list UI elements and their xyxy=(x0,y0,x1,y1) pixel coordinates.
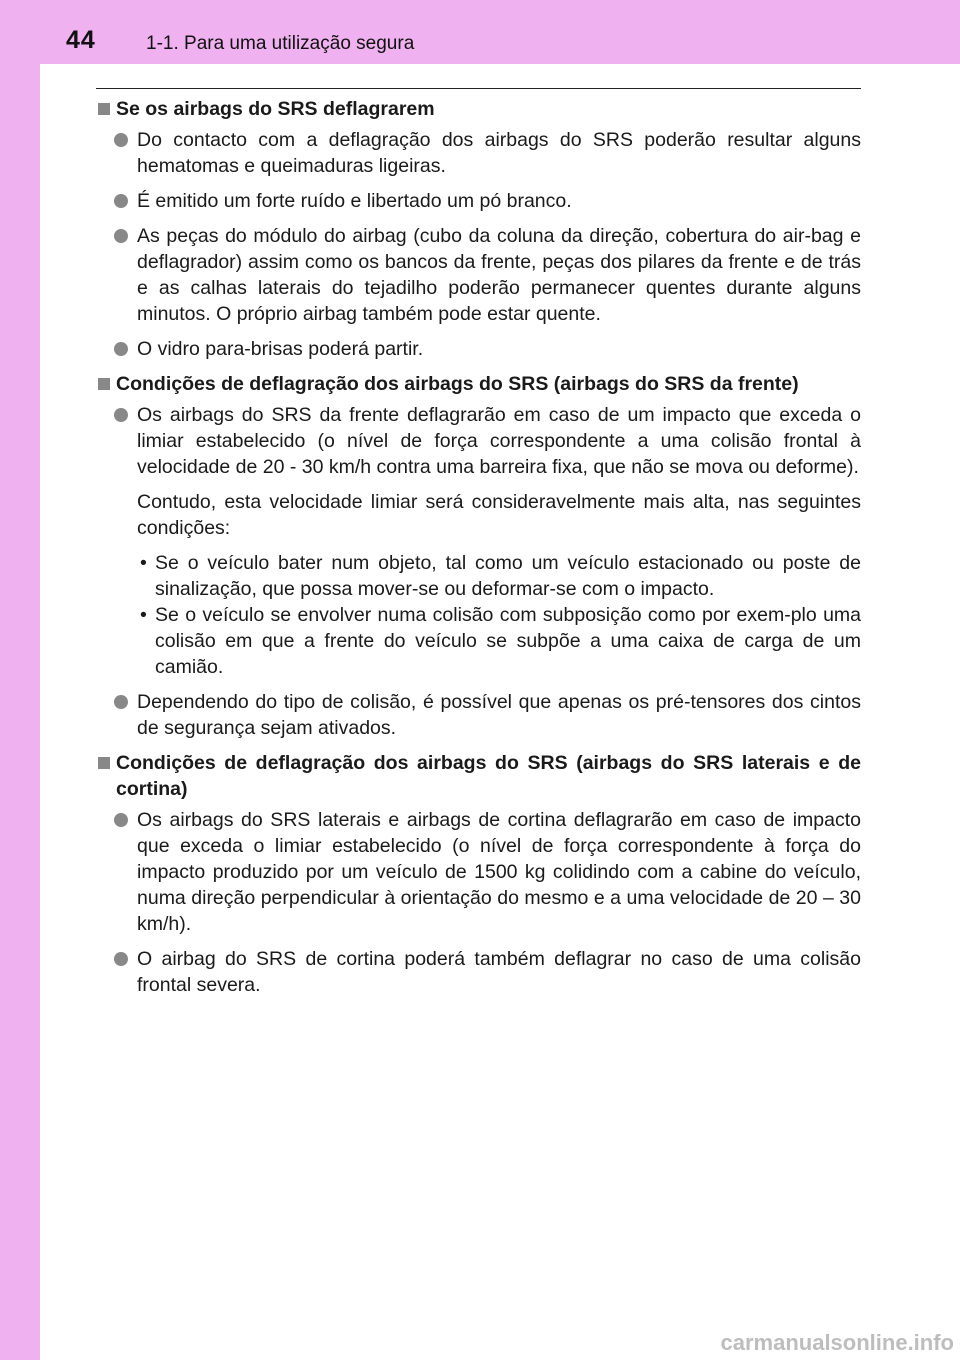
dot-bullet-icon: • xyxy=(140,604,147,626)
circle-bullet-icon xyxy=(114,229,128,243)
page-number: 44 xyxy=(66,26,96,54)
section-heading: Se os airbags do SRS deflagrarem xyxy=(96,96,861,122)
circle-bullet-icon xyxy=(114,408,128,422)
sub-list-item: • Se o veículo bater num objeto, tal como um veículo estacionado ou poste de sinalização, que possa mover-se ou deformar-se com o impacto. xyxy=(140,552,861,600)
page-content xyxy=(96,96,861,1007)
sub-list-item: • Se o veículo se envolver numa colisão com subposição como por exem-plo uma colisão em que a frente do veículo se subpõe a uma caixa de carga de um camião. xyxy=(140,604,861,678)
circle-bullet-icon xyxy=(114,813,128,827)
side-color-band xyxy=(0,0,40,1360)
dot-bullet-icon: • xyxy=(140,552,147,574)
paragraph: Contudo, esta velocidade limiar será consideravelmente mais alta, nas seguintes condições: xyxy=(137,491,861,539)
list-item: Os airbags do SRS laterais e airbags de cortina deflagrarão em caso de impacto que exceda o limiar estabelecido (o nível de força correspondente à força do impacto produzido por um veículo de 1500 kg colidindo com a cabine do veículo, numa direção perpendicular à orientação do mesmo e a uma velocidade de 20 – 30 km/h). xyxy=(96,807,861,937)
circle-bullet-icon xyxy=(114,342,128,356)
list-item: O vidro para-brisas poderá partir. xyxy=(96,336,861,362)
list-item: As peças do módulo do airbag (cubo da coluna da direção, cobertura do air-bag e deflagrador) assim como os bancos da frente, peças dos pilares da frente e de trás e as calhas laterais do tejadilho poderão permanecer quentes durante alguns minutos. O próprio airbag também pode estar quente. xyxy=(96,223,861,327)
circle-bullet-icon xyxy=(114,695,128,709)
circle-bullet-icon xyxy=(114,133,128,147)
section-airbag-deploy xyxy=(96,96,861,362)
circle-bullet-icon xyxy=(114,952,128,966)
section-heading: Condições de deflagração dos airbags do SRS (airbags do SRS laterais e de cortina) xyxy=(96,750,861,802)
square-bullet-icon xyxy=(98,103,110,115)
list-item: Os airbags do SRS da frente deflagrarão em caso de um impacto que exceda o limiar estabelecido (o nível de força correspondente a uma colisão frontal à velocidade de 20 - 30 km/h contra uma barreira fixa, que não se mova ou deforme). xyxy=(96,402,861,480)
list-item: O airbag do SRS de cortina poderá também deflagrar no caso de uma colisão frontal severa. xyxy=(96,946,861,998)
section-front-airbags xyxy=(96,371,861,741)
square-bullet-icon xyxy=(98,378,110,390)
watermark: carmanualsonline.info xyxy=(720,1330,954,1355)
section-side-curtain-airbags xyxy=(96,750,861,998)
list-item: Dependendo do tipo de colisão, é possível que apenas os pré-tensores dos cintos de segurança sejam ativados. xyxy=(96,689,861,741)
section-heading: Condições de deflagração dos airbags do SRS (airbags do SRS da frente) xyxy=(96,371,861,397)
list-item: É emitido um forte ruído e libertado um pó branco. xyxy=(96,188,861,214)
header-bar xyxy=(0,0,960,64)
square-bullet-icon xyxy=(98,757,110,769)
header-divider xyxy=(96,88,861,89)
circle-bullet-icon xyxy=(114,194,128,208)
chapter-title: 1-1. Para uma utilização segura xyxy=(146,33,415,54)
list-item: Do contacto com a deflagração dos airbags do SRS poderão resultar alguns hematomas e queimaduras ligeiras. xyxy=(96,127,861,179)
